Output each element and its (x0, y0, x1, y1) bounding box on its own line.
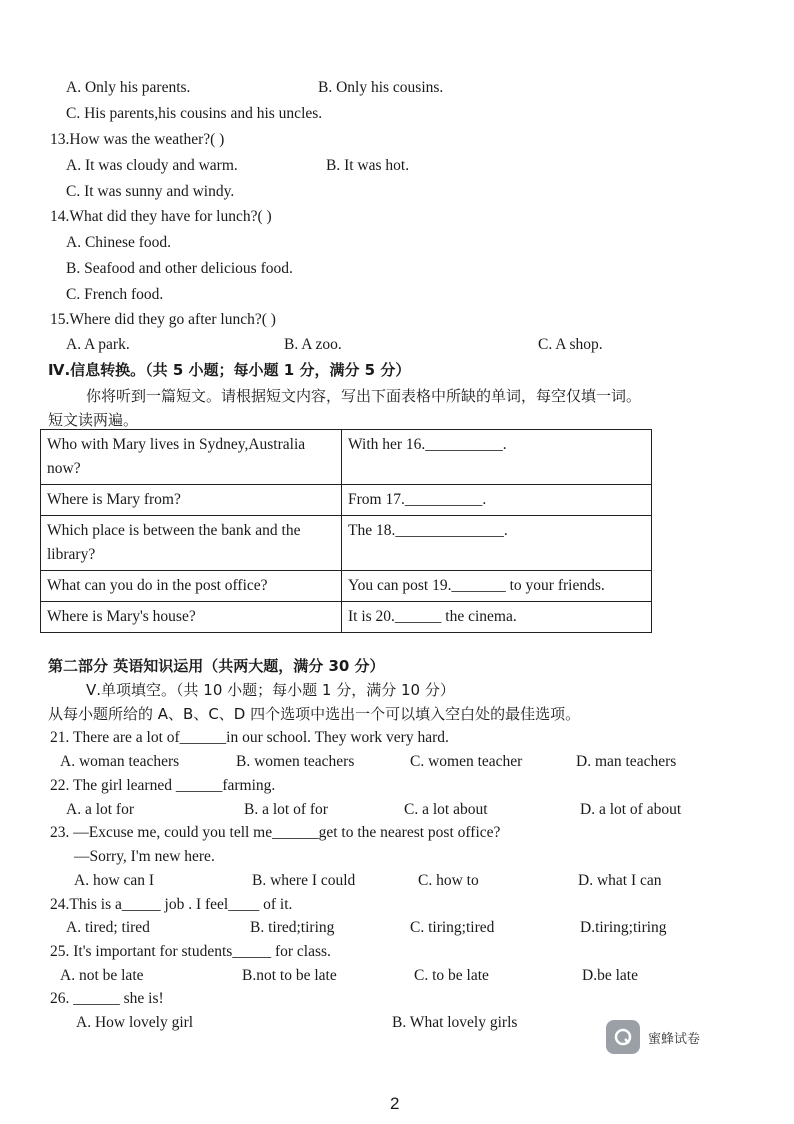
table-answer-blank: With her 16.__________. (342, 430, 652, 485)
question-line: 22. The girl learned ______farming. (50, 777, 276, 794)
watermark-text: 蜜蜂试卷 (648, 1031, 701, 1047)
table-row (41, 602, 652, 633)
question-line: B. What lovely girls (392, 1014, 518, 1031)
question-line: 14.What did they have for lunch?( ) (50, 208, 272, 225)
table-question: What can you do in the post office? (41, 571, 342, 602)
table-question: Which place is between the bank and the library? (41, 516, 342, 571)
question-line: D. a lot of about (580, 801, 682, 818)
question-line: C. how to (418, 872, 479, 889)
table-row (41, 485, 652, 516)
question-line: B. Only his cousins. (318, 79, 444, 96)
table-answer-blank: The 18.______________. (342, 516, 652, 571)
table-row (41, 516, 652, 571)
question-line: A. tired; tired (66, 919, 150, 936)
question-line: 15.Where did they go after lunch?( ) (50, 311, 276, 328)
part2-title: 第二部分 英语知识运用（共两大题，满分 30 分） (48, 657, 385, 675)
bee-logo-icon (606, 1020, 640, 1054)
question-line: C. A shop. (538, 336, 603, 353)
question-line: A. How lovely girl (76, 1014, 194, 1031)
watermark-logo (606, 1020, 700, 1054)
table-answer-blank: From 17.__________. (342, 485, 652, 516)
question-line: D.tiring;tiring (580, 919, 667, 936)
section5-instruction: 从每小题所给的 A、B、C、D 四个选项中选出一个可以填入空白处的最佳选项。 (48, 705, 581, 723)
question-line: C. French food. (66, 286, 164, 303)
question-line: A. Chinese food. (66, 234, 172, 251)
question-line: C. tiring;tired (410, 919, 495, 936)
question-line: D.be late (582, 967, 638, 984)
question-line: D. man teachers (576, 753, 677, 770)
question-line: A. Only his parents. (66, 79, 191, 96)
section4-instruction-cont: 短文读两遍。 (48, 411, 139, 429)
table-question: Where is Mary from? (41, 485, 342, 516)
question-line: 13.How was the weather?( ) (50, 131, 225, 148)
question-line: A. not be late (60, 967, 144, 984)
question-line: 24.This is a_____ job . I feel____ of it. (50, 896, 293, 913)
question-line: C. women teacher (410, 753, 523, 770)
question-line: C. a lot about (404, 801, 488, 818)
question-line: 23. —Excuse me, could you tell me______get to the nearest post office? (50, 824, 501, 841)
question-line: 25. It's important for students_____ for class. (50, 943, 331, 960)
section4-instruction: 你将听到一篇短文。请根据短文内容，写出下面表格中所缺的单词，每空仅填一词。 (86, 387, 642, 405)
question-line: A. how can I (74, 872, 155, 889)
question-line: B.not to be late (242, 967, 337, 984)
question-line: C. It was sunny and windy. (66, 183, 235, 200)
question-line: B. A zoo. (284, 336, 342, 353)
table-answer-blank: You can post 19._______ to your friends. (342, 571, 652, 602)
question-line: A. It was cloudy and warm. (66, 157, 238, 174)
question-line: B. It was hot. (326, 157, 410, 174)
section5-title: Ⅴ.单项填空。（共 10 小题；每小题 1 分，满分 10 分） (86, 681, 455, 699)
question-line: —Sorry, I'm new here. (74, 848, 215, 865)
question-line: 21. There are a lot of______in our school. They work very hard. (50, 729, 449, 746)
question-line: A. woman teachers (60, 753, 180, 770)
question-line: A. A park. (66, 336, 130, 353)
page-number: 2 (390, 1094, 400, 1113)
question-line: B. women teachers (236, 753, 355, 770)
question-line: 26. ______ she is! (50, 990, 164, 1007)
question-line: B. a lot of for (244, 801, 328, 818)
table-question: Where is Mary's house? (41, 602, 342, 633)
question-line: C. to be late (414, 967, 489, 984)
table-row (41, 571, 652, 602)
question-line: D. what I can (578, 872, 662, 889)
question-line: B. tired;tiring (250, 919, 335, 936)
question-line: C. His parents,his cousins and his uncles. (66, 105, 323, 122)
question-line: B. Seafood and other delicious food. (66, 260, 293, 277)
table-answer-blank: It is 20.______ the cinema. (342, 602, 652, 633)
table-row (41, 430, 652, 485)
question-line: A. a lot for (66, 801, 135, 818)
section4-title: Ⅳ.信息转换。（共 5 小题；每小题 1 分，满分 5 分） (48, 361, 411, 379)
question-line: B. where I could (252, 872, 356, 889)
info-table (40, 429, 652, 633)
table-question: Who with Mary lives in Sydney,Australia now? (41, 430, 342, 485)
